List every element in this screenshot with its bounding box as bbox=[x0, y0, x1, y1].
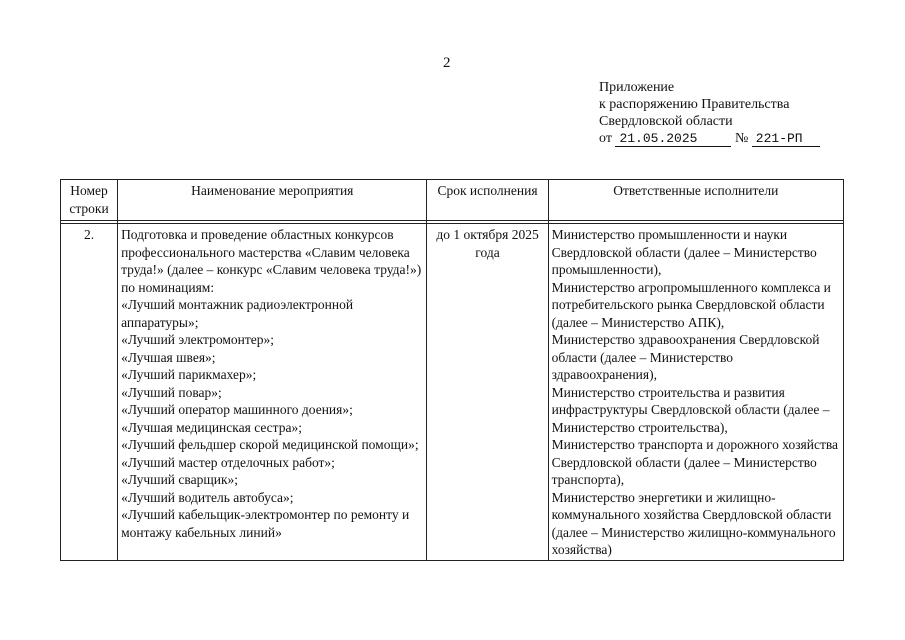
appendix-header bbox=[599, 79, 820, 147]
name-line: «Лучшая швея»; bbox=[121, 349, 216, 365]
header-num: Номер строки bbox=[60, 179, 117, 220]
name-line: «Лучшая медицинская сестра»; bbox=[121, 419, 302, 435]
header-term: Срок исполнения bbox=[426, 179, 547, 220]
appendix-line-3: Свердловской области bbox=[599, 114, 733, 129]
exec-line: Министерство транспорта и дорожного хозяйства Свердловской области (далее – Министерство транспорта), bbox=[551, 437, 839, 487]
number-label: № bbox=[734, 131, 749, 146]
name-line: «Лучший повар»; bbox=[121, 384, 222, 400]
name-line: Подготовка и проведение областных конкурсов профессионального мастерства «Славим человека труда!» (далее – конкурс «Славим человека труда!») по номинациям: bbox=[121, 227, 422, 295]
appendix-date: 21.05.2025 bbox=[615, 131, 731, 147]
exec-line: Министерство энергетики и жилищно-коммунального хозяйства Свердловской области (далее – Министерство жилищно-коммунального хозяйства) bbox=[551, 489, 836, 557]
name-line: «Лучший сварщик»; bbox=[121, 472, 239, 487]
row-num: 2. bbox=[60, 223, 117, 561]
header-exec: Ответственные исполнители bbox=[548, 179, 844, 220]
appendix-line-2: к распоряжению Правительства bbox=[599, 97, 790, 112]
exec-line: Министерство строительства и развития инфраструктуры Свердловской области (далее – Министерство строительства), bbox=[551, 384, 830, 435]
appendix-date-line bbox=[599, 130, 820, 147]
appendix-number: 221-РП bbox=[752, 131, 820, 147]
name-line: «Лучший кабельщик-электромонтер по ремонту и монтажу кабельных линий» bbox=[121, 507, 410, 540]
name-line: «Лучший водитель автобуса»; bbox=[121, 489, 294, 505]
row-term: до 1 октября 2025 года bbox=[426, 223, 547, 561]
from-label: от bbox=[599, 131, 612, 146]
exec-line: Министерство агропромышленного комплекса и потребительского рынка Свердловской области (далее – Министерство АПК), bbox=[551, 279, 831, 330]
name-line: «Лучший фельдшер скорой медицинской помощи»; bbox=[121, 437, 419, 452]
row-exec bbox=[548, 223, 844, 561]
row-name bbox=[117, 223, 426, 561]
exec-line: Министерство здравоохранения Свердловской области (далее – Министерство здравоохранения), bbox=[551, 332, 820, 382]
page-number: 2 bbox=[443, 55, 451, 71]
events-table bbox=[60, 179, 844, 561]
header-name: Наименование мероприятия bbox=[117, 179, 426, 220]
name-line: «Лучший мастер отделочных работ»; bbox=[121, 454, 335, 470]
name-line: «Лучший электромонтер»; bbox=[121, 332, 275, 347]
name-line: «Лучший оператор машинного доения»; bbox=[121, 402, 353, 417]
table-header-row bbox=[60, 179, 844, 220]
name-line: «Лучший монтажник радиоэлектронной аппаратуры»; bbox=[121, 297, 354, 330]
name-line: «Лучший парикмахер»; bbox=[121, 367, 257, 382]
exec-line: Министерство промышленности и науки Свердловской области (далее – Министерство промышленности), bbox=[551, 227, 817, 277]
appendix-title: Приложение bbox=[599, 80, 675, 95]
table-row bbox=[60, 223, 844, 561]
